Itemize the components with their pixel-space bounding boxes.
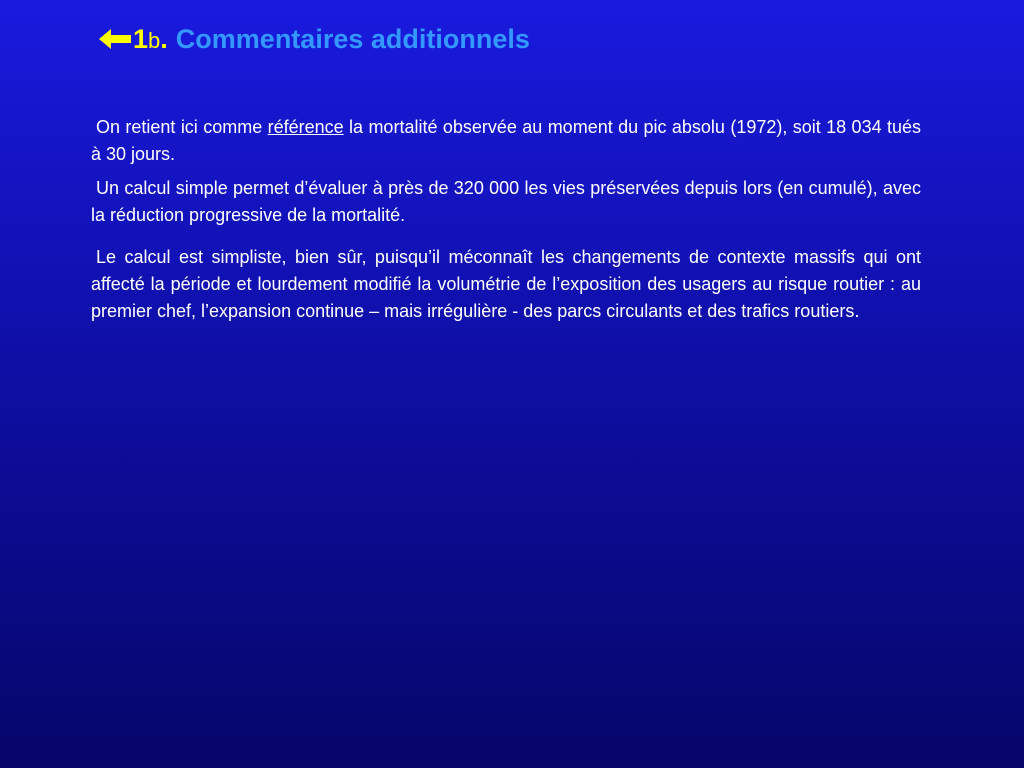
paragraph-calculation: Un calcul simple permet d’évaluer à près de 320 000 les vies préservées depuis lors (en cumulé), avec la réduction progressive de la mortalité. xyxy=(91,178,921,225)
slide-body xyxy=(91,114,921,325)
title-dot: . xyxy=(160,24,168,54)
paragraph-reference-end: la mortalité observée au moment du pic absolu (1972), soit 18 034 tués à 30 jours. xyxy=(91,117,922,164)
paragraph-limitations: Le calcul est simpliste, bien sûr, puisqu’il méconnaît les changements de contexte massifs qui ont affecté la période et lourdement modifié la volumétrie de l’exposition des usagers au risque routier : au premier chef, l’expansion continue – mais irrégulière - des parcs circulants et des trafics routiers. xyxy=(91,247,921,321)
title-text: Commentaires additionnels xyxy=(175,24,530,54)
left-arrow-icon[interactable] xyxy=(98,28,132,50)
paragraph-reference xyxy=(91,114,921,168)
paragraph-reference-start: On retient ici comme xyxy=(96,117,268,137)
slide-title xyxy=(98,24,530,55)
title-subsection: b xyxy=(148,28,161,53)
reference-link[interactable]: référence xyxy=(267,117,344,137)
title-number: 1 xyxy=(133,24,149,54)
